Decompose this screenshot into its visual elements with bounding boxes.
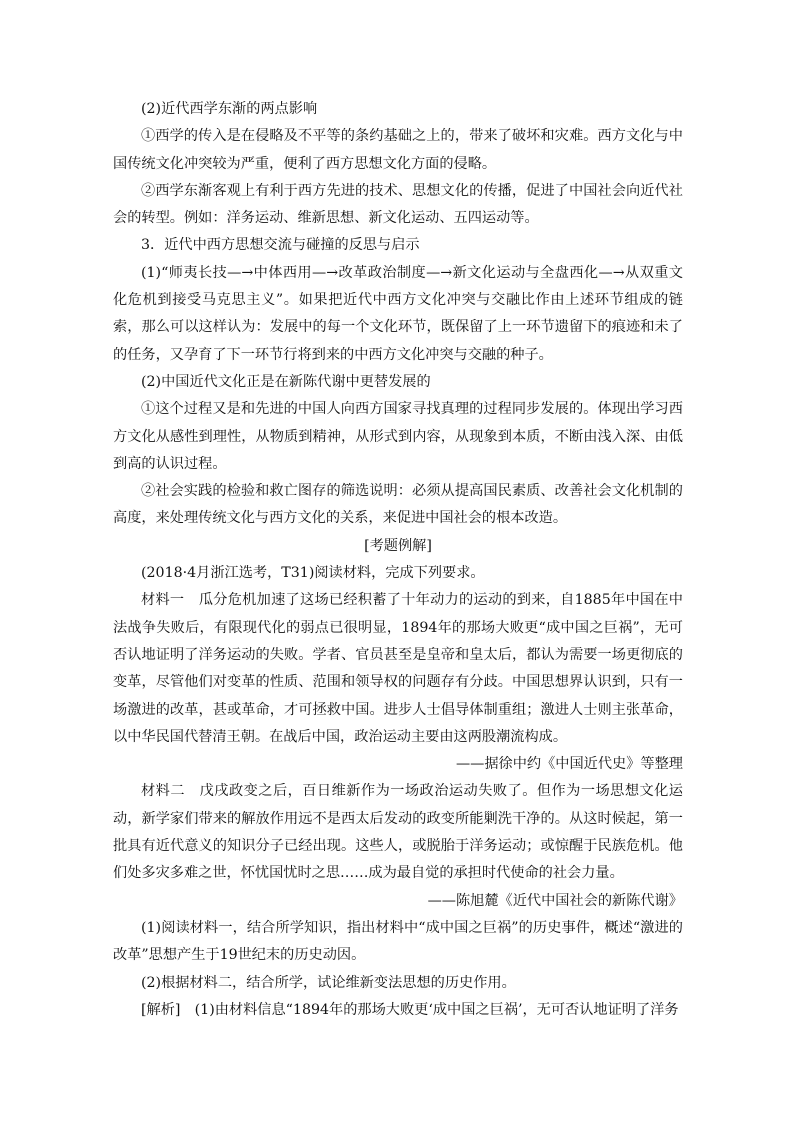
- heading-western-learning: (2)近代西学东渐的两点影响: [141, 101, 318, 117]
- paragraph: (1)“师夷长技—→中体西用—→改革政治制度—→新文化运动与全盘西化—→从双重文化危机到接受马克思主义”。如果把近代中西方文化冲突与交融比作由上述环节组成的链索，那么可以这样认为：发展中的每一个文化环节，既保留了上一环节遗留下的痕迹和未了的任务，又孕育了下一环节行将到来的中西方文化冲突与交融的种子。: [113, 264, 683, 363]
- heading-reflection: 3．近代中西方思想交流与碰撞的反思与启示: [141, 237, 420, 254]
- paragraph: ②西学东渐客观上有利于西方先进的技术、思想文化的传播，促进了中国社会向近代社会的转型。例如：洋务运动、维新思想、新文化运动、五四运动等。: [113, 182, 683, 227]
- material-one: 材料一 瓜分危机加速了这场已经积蓄了十年动力的运动的到来，自1885年中国在中法战争失败后，有限现代化的弱点已很明显，1894年的那场大败更“成中国之巨祸”，无可否认地证明了洋务运动的失败。学者、官员甚至是皇帝和皇太后，都认为需要一场更彻底的变革，尽管他们对变革的性质、范围和领导权的问题存有分歧。中国思想界认识到，只有一场激进的改革，甚或革命，才可拯救中国。进步人士倡导体制重组；激进人士则主张革命，以中华民国代替清王朝。在战后中国，政治运动主要由这两股潮流构成。: [113, 592, 683, 745]
- material-two: 材料二 戊戌政变之后，百日维新作为一场政治运动失败了。但作为一场思想文化运动，新学家们带来的解放作用远不是西太后发动的政变所能剿洗干净的。从这时候起，第一批具有近代意义的知识分子已经出现。这些人，或脱胎于洋务运动；或惊醒于民族危机。他们处多灾多难之世，怀忧国忧时之思……成为最自觉的承担时代使命的社会力量。: [113, 783, 683, 882]
- paragraph: ①这个过程又是和先进的中国人向西方国家寻找真理的过程同步发展的。体现出学习西方文化从感性到理性，从物质到精神，从形式到内容，从现象到本质，不断由浅入深、由低到高的认识过程。: [113, 401, 683, 472]
- heading-modern-culture: (2)中国近代文化正是在新陈代谢中更替发展的: [141, 373, 431, 390]
- question-2: (2)根据材料二，结合所学，试论维新变法思想的历史作用。: [141, 974, 516, 991]
- material-two-source: ——陈旭麓《近代中国社会的新陈代谢》: [427, 892, 683, 909]
- document-body: [113, 96, 683, 1024]
- paragraph: ②社会实践的检验和救亡图存的筛选说明：必须从提高国民素质、改善社会文化机制的高度，来处理传统文化与西方文化的关系，来促进中国社会的根本改造。: [113, 483, 683, 527]
- material-one-source: ——据徐中约《中国近代史》等整理: [455, 756, 683, 773]
- analysis: [解析] (1)由材料信息“1894年的那场大败更‘成中国之巨祸’，无可否认地证明了洋务: [141, 1001, 679, 1018]
- paragraph: ①西学的传入是在侵略及不平等的条约基础之上的，带来了破坏和灾难。西方文化与中国传统文化冲突较为严重，便利了西方思想文化方面的侵略。: [113, 128, 683, 172]
- section-label-example: [考题例解]: [364, 537, 432, 554]
- question-1: (1)阅读材料一，结合所学知识，指出材料中“成中国之巨祸”的历史事件，概述“激进的改革”思想产生于19世纪末的历史动因。: [113, 919, 683, 964]
- exam-source: (2018·4月浙江选考，T31)阅读材料，完成下列要求。: [141, 565, 485, 582]
